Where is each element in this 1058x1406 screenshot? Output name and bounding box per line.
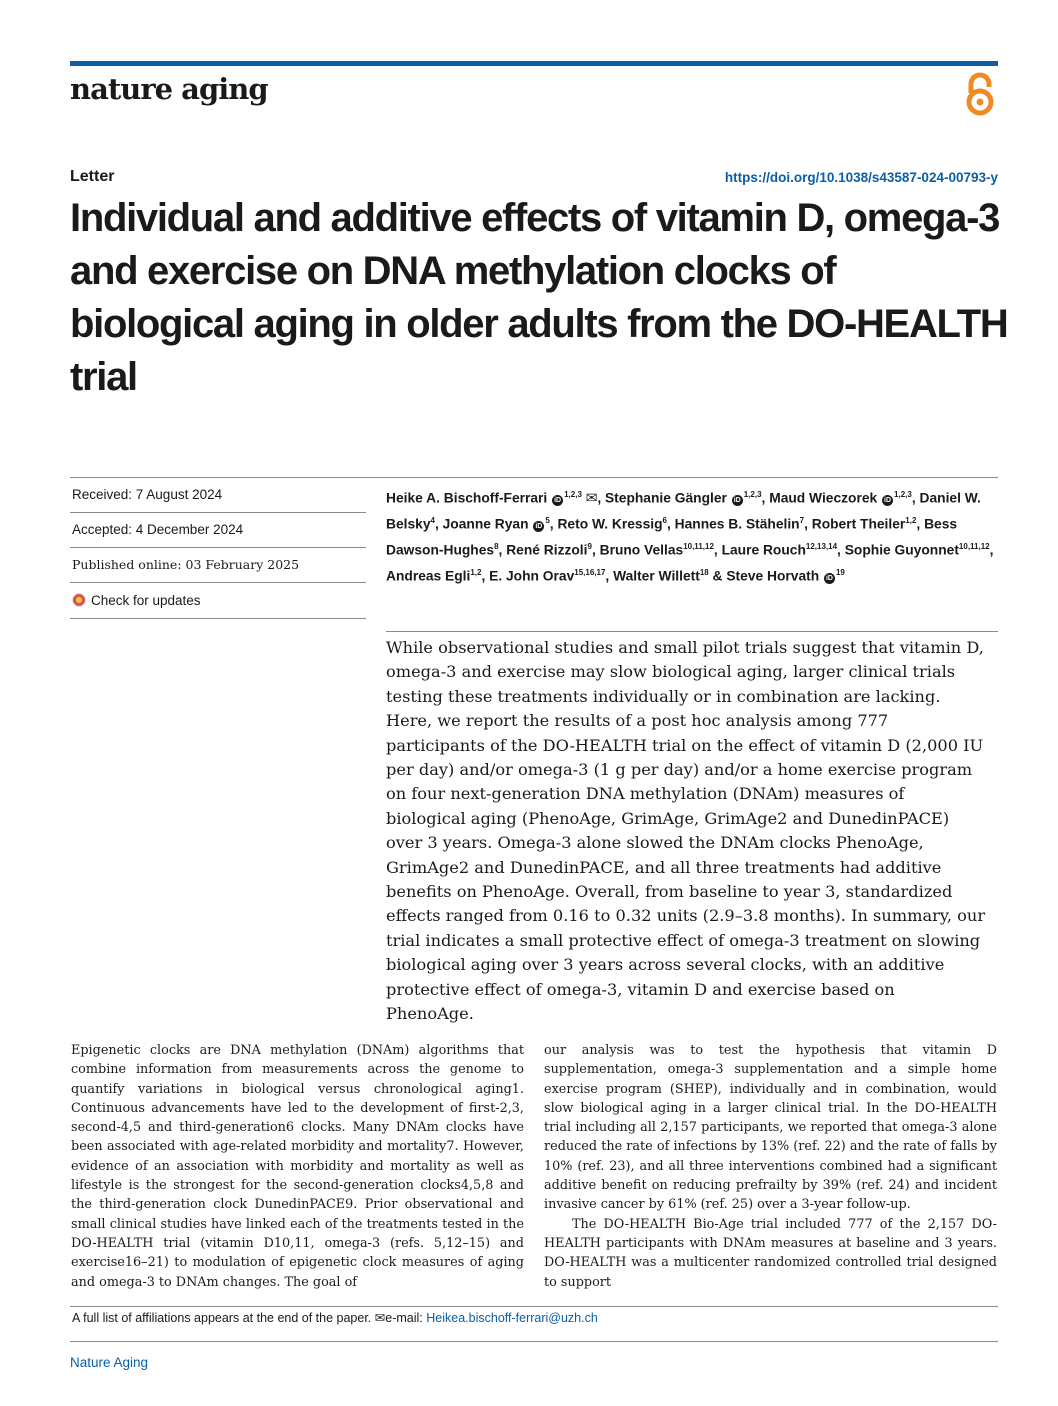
affiliation-sup: 1,2,3 xyxy=(894,490,912,499)
abstract: While observational studies and small pilot trials suggest that vitamin D, omega-3 and exercise may slow biological aging, larger clinical trials testing these treatments individually or in combination are lacking. Here, we report the results of a post hoc analysis among 777 participants of the DO-HEALTH trial on the effect of vitamin D (2,000 IU per day) and/or omega-3 (1 g per day) and/or a home exercise program on four next-generation DNA methylation (DNAm) measures of biological aging (PhenoAge, GrimAge, GrimAge2 and DunedinPACE) over 3 years. Omega-3 alone slowed the DNAm clocks PhenoAge, GrimAge2 and DunedinPACE, and all three treatments had additive benefits on PhenoAge. Overall, from baseline to year 3, standardized effects ranged from 0.16 to 0.32 units (2.9–3.8 months). In summary, our trial indicates a small protective effect of omega-3 treatment on slowing biological aging over 3 years across several clocks, with an additive protective effect of omega-3, vitamin D and exercise based on PhenoAge. xyxy=(386,638,986,1024)
author-name[interactable]: Bruno Vellas xyxy=(599,542,684,558)
affiliation-text: A full list of affiliations appears at the end of the paper. xyxy=(72,1311,372,1325)
body-paragraph: our analysis was to test the hypothesis that vitamin D supplementation, omega-3 supplementation and a simple home exercise program (SHEP), individually and in combination, would slow biological aging in a larger clinical trial. In the DO-HEALTH trial including all 2,157 participants, we reported that omega-3 alone reduced the rate of infections by 13% (ref. 22) and the rate of falls by 10% (ref. 23), and all three interventions combined had a significant additive benefit on reducing prefrailty by 39% (ref. 24) and incident invasive cancer by 61% (ref. 25) over a 3-year follow-up. xyxy=(544,1043,997,1213)
affiliation-sup: 1,2,3 xyxy=(564,490,582,499)
check-updates-label: Check for updates xyxy=(91,593,201,608)
article-type: Letter xyxy=(70,168,115,185)
affiliation-sup: 5 xyxy=(545,516,550,526)
email-icon: ✉ xyxy=(374,1311,386,1325)
email-link[interactable]: Heikea.bischoff-ferrari@uzh.ch xyxy=(426,1311,598,1325)
orcid-icon[interactable]: iD xyxy=(554,496,562,504)
author-name[interactable]: Robert Theiler xyxy=(811,516,906,532)
footnote-divider xyxy=(70,1306,998,1307)
orcid-icon[interactable]: iD xyxy=(733,496,741,504)
check-updates-icon xyxy=(72,593,86,607)
check-updates-button[interactable] xyxy=(72,593,201,608)
author-name[interactable]: Daniel W. Belsky xyxy=(386,490,981,532)
orcid-icon[interactable]: iD xyxy=(535,522,543,530)
body-paragraph: Epigenetic clocks are DNA methylation (DNAm) algorithms that combine information from measurements across the genome to quantify variations in biological versus chronological aging1. Continuous advancements have led to the development of first-2,3, second-4,5 and third-generation6 clocks. Many DNAm clocks have been associated with age-related morbidity and mortality7. However, evidence of an association with morbidity and mortality as well as lifestyle is the strongest for the second-generation clocks4,5,8 and the third-generation clock DunedinPACE9. Prior observational and small clinical studies have linked each of the treatments tested in the DO-HEALTH trial (vitamin D10,11, omega-3 (refs. 5,12–15) and exercise16–21) to modulation of epigenetic clock measures of aging and omega-3 to DNAm changes. The goal of xyxy=(71,1043,524,1290)
orcid-icon[interactable]: iD xyxy=(884,496,892,504)
footer-divider xyxy=(70,1341,998,1342)
affiliation-sup: 19 xyxy=(835,568,845,578)
affiliation-sup: 9 xyxy=(587,542,592,552)
meta-divider xyxy=(70,547,366,548)
author-name[interactable]: Hannes B. Stähelin xyxy=(674,516,800,532)
affiliation-note xyxy=(72,1310,598,1325)
body-column-left xyxy=(71,1041,524,1292)
affiliation-sup: 1,2 xyxy=(470,568,482,578)
doi-link[interactable]: https://doi.org/10.1038/s43587-024-00793-y xyxy=(724,170,998,185)
affiliation-sup: 1,2,3 xyxy=(743,490,762,499)
affiliation-sup: 1,2 xyxy=(905,516,917,526)
affiliation-sup: 10,11,12 xyxy=(683,542,714,552)
meta-divider xyxy=(70,618,366,619)
affiliation-sup: 7 xyxy=(799,516,805,526)
article-title: Individual and additive effects of vitamin D, omega-3 and exercise on DNA methylation clocks of biological aging in older adults from the DO-HEALTH trial xyxy=(70,196,1008,399)
author-name[interactable]: René Rizzoli xyxy=(506,542,588,558)
abstract-divider xyxy=(386,631,998,632)
affiliation-sup: 6 xyxy=(662,516,667,526)
top-rule xyxy=(70,61,998,66)
email-icon[interactable]: ✉ xyxy=(585,490,598,506)
journal-logo[interactable]: nature aging xyxy=(70,72,268,106)
email-label: e-mail: xyxy=(385,1311,423,1325)
author-name[interactable]: Steve Horvath xyxy=(726,568,820,584)
published-date: Published online: 03 February 2025 xyxy=(72,557,300,572)
affiliation-sup: 18 xyxy=(699,568,709,578)
author-name[interactable]: Andreas Egli xyxy=(386,568,471,584)
header-divider xyxy=(70,477,998,478)
footer-journal-name[interactable]: Nature Aging xyxy=(70,1355,149,1370)
affiliation-sup: 10,11,12 xyxy=(958,542,990,552)
meta-divider xyxy=(70,582,366,583)
author-name[interactable]: E. John Orav xyxy=(489,568,575,584)
body-column-right xyxy=(544,1041,997,1292)
affiliation-sup: 15,16,17 xyxy=(574,568,606,578)
author-name[interactable]: Heike A. Bischoff-Ferrari xyxy=(386,490,548,506)
accepted-date: Accepted: 4 December 2024 xyxy=(72,522,244,537)
received-date: Received: 7 August 2024 xyxy=(72,487,223,502)
author-name[interactable]: Maud Wieczorek xyxy=(769,490,878,506)
open-access-icon xyxy=(962,72,998,118)
author-name[interactable]: Sophie Guyonnet xyxy=(844,542,959,558)
author-list: Heike A. Bischoff-Ferrari iD$^{1,2,3}$ ✉, Stephanie Gängler iD$^{1,2,3}$, Maud Wieczorek iD$^{1,2,3}$, Daniel W. Belsky$^4$, Joanne Ryan $iD^5$, Reto W. Kressig$^6$, Hannes B. Stähelin$^7$, Robert Theiler$^{1,2}$, Bess Dawson-Hughes$^8$, René Rizzoli$^9$, Bruno Vellas$^{10,11,12}$, Laure Rouch$^{12,13,14}$, Sophie Guyonnet$^{10,11,12}$, Andreas Egli$^{1,2}$, E. John Orav$^{15,16,17}$, Walter Willett$^{18}$ & Steve Horvath $iD^{19}$ xyxy=(386,490,994,584)
meta-divider xyxy=(70,512,366,513)
author-name[interactable]: Stephanie Gängler xyxy=(604,490,727,506)
body-paragraph: The DO-HEALTH Bio-Age trial included 777 of the 2,157 DO-HEALTH participants with DNAm measures at baseline and 3 years. DO-HEALTH was a multicenter randomized controlled trial designed to support xyxy=(544,1216,997,1290)
affiliation-sup: 12,13,14 xyxy=(805,542,838,552)
affiliation-sup: 4 xyxy=(430,516,435,526)
affiliation-sup: 8 xyxy=(494,542,499,552)
orcid-icon[interactable]: iD xyxy=(825,574,833,582)
author-name[interactable]: Reto W. Kressig xyxy=(557,516,663,532)
author-name[interactable]: Joanne Ryan xyxy=(442,516,529,532)
author-name[interactable]: Laure Rouch xyxy=(721,542,806,558)
author-name[interactable]: Walter Willett xyxy=(613,568,700,584)
author-name[interactable]: Bess Dawson-Hughes xyxy=(386,516,958,558)
